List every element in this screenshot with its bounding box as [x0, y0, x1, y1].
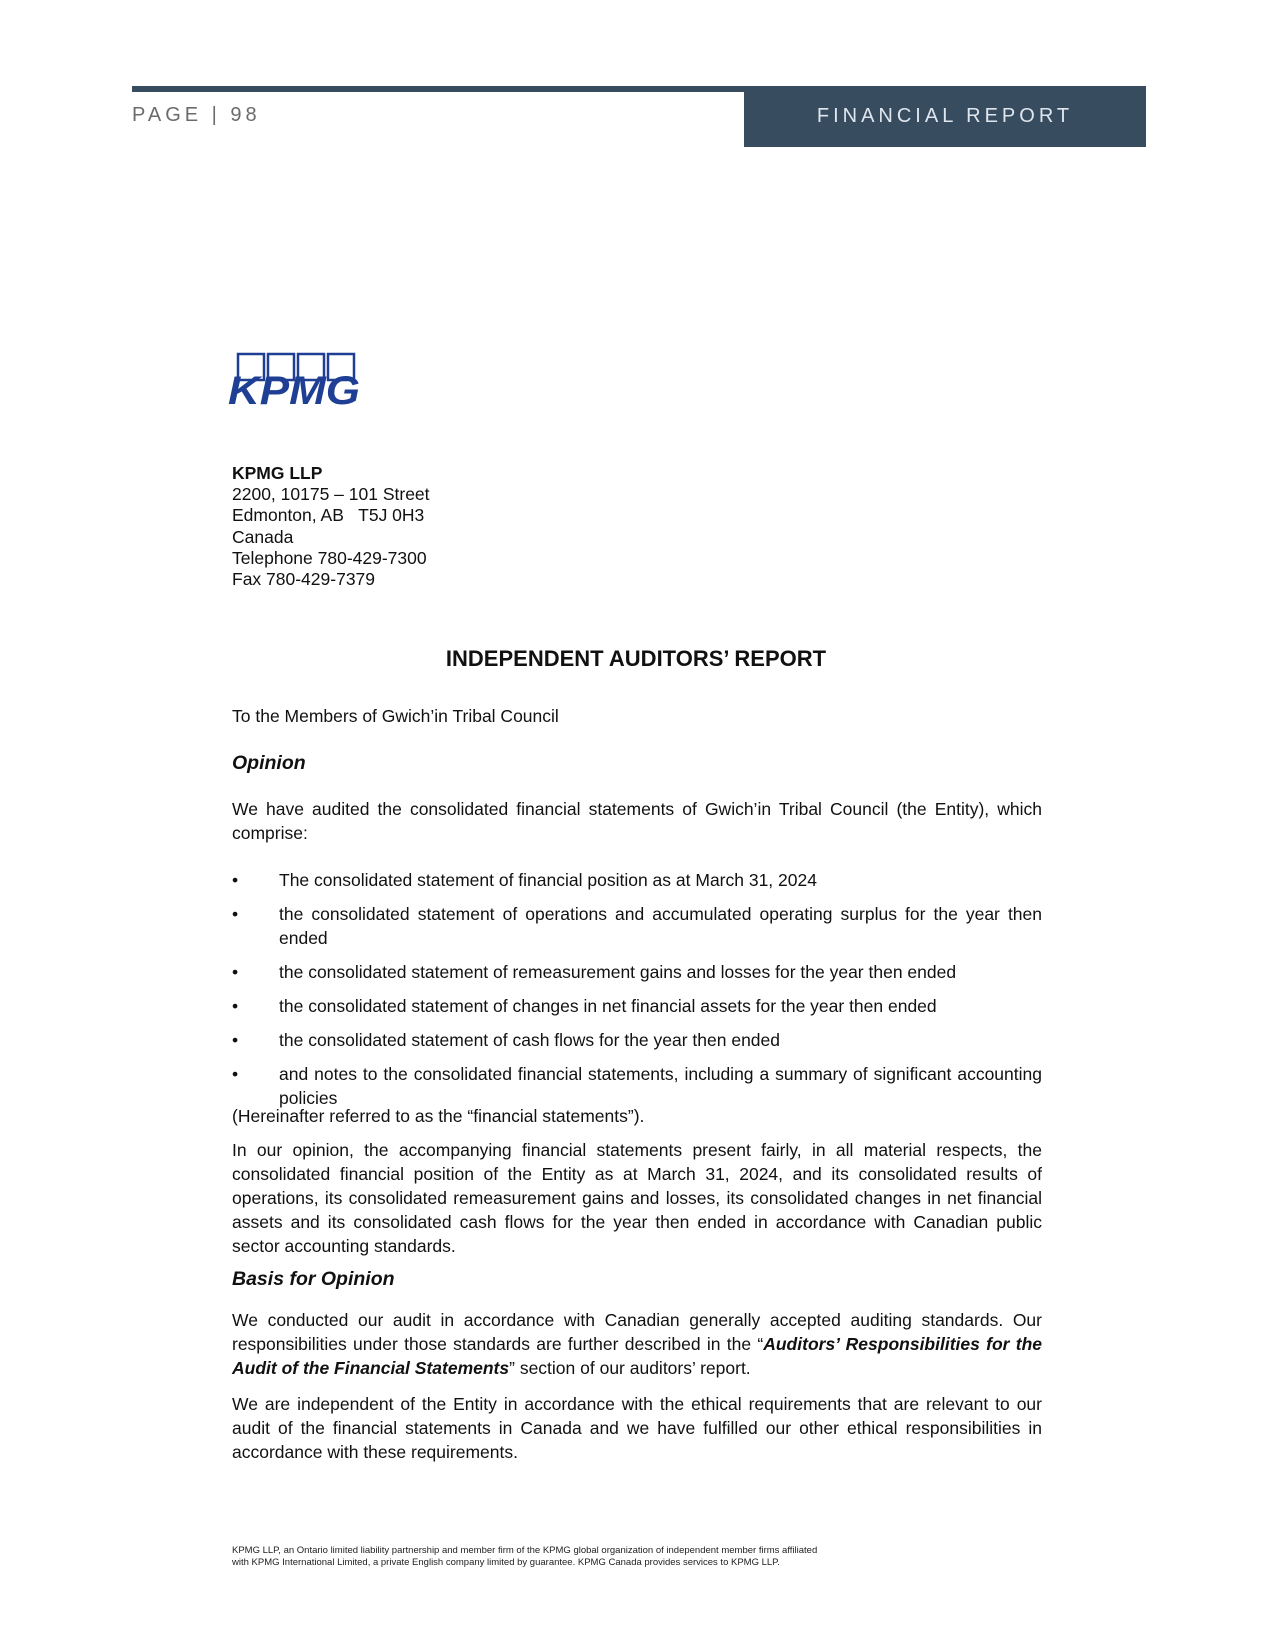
opinion-heading: Opinion — [232, 752, 306, 774]
address-fax: Fax 780-429-7379 — [232, 569, 376, 590]
opinion-paragraph: In our opinion, the accompanying financial statements present fairly, in all material respects, the consolidated financial position of the Entity as at March 31, 2024, and its consolidated results of operations, its consolidated remeasurement gains and losses, its consolidated changes in net financial assets and its consolidated cash flows for the year then ended in accordance with Canadian public sector accounting standards. — [232, 1140, 1042, 1256]
bullet-icon: • — [232, 962, 239, 982]
footer-line-1: KPMG LLP, an Ontario limited liability partnership and member firm of the KPMG global organization of independent member firms affiliated — [232, 1545, 818, 1556]
basis-paragraph-2: We are independent of the Entity in accordance with the ethical requirements that are relevant to our audit of the financial statements in Canada and we have fulfilled our other ethical responsibilities in accordance with these requirements. — [232, 1394, 1042, 1462]
address-country: Canada — [232, 526, 294, 547]
list-item: • and notes to the consolidated financial statements, including a summary of significant accounting policies — [232, 1064, 1042, 1108]
bullet-icon: • — [232, 996, 239, 1016]
logo-text: KPMG — [228, 369, 360, 413]
basis-paragraph-1: We conducted our audit in accordance with Canadian generally accepted auditing standards. Our responsibilities under those standards are further described in the “Auditors’ Responsibilities for the Audit of the Financial Statements” section of our auditors’ report. — [232, 1310, 1042, 1378]
section-reference: Auditors’ Responsibilities for the Audit of the Financial Statements — [232, 1334, 1042, 1378]
bullet-icon: • — [232, 1064, 239, 1084]
list-item: • the consolidated statement of cash flows for the year then ended — [232, 1030, 781, 1050]
hereinafter-note: (Hereinafter referred to as the “financial statements”). — [232, 1106, 645, 1126]
footer-line-2: with KPMG International Limited, a private English company limited by guarantee. KPMG Canada provides services to KPMG LLP. — [232, 1556, 780, 1568]
bullet-icon: • — [232, 1030, 239, 1050]
address-city: Edmonton, AB T5J 0H3 — [232, 505, 425, 526]
footer-note — [232, 1545, 817, 1568]
bullet-icon: • — [232, 904, 239, 924]
report-title: INDEPENDENT AUDITORS’ REPORT — [445, 646, 827, 671]
basis-heading: Basis for Opinion — [232, 1268, 395, 1290]
statements-list — [232, 868, 1042, 1120]
address-telephone: Telephone 780-429-7300 — [232, 547, 427, 568]
bullet-icon: • — [232, 870, 239, 890]
list-item: • the consolidated statement of remeasurement gains and losses for the year then ended — [232, 962, 957, 982]
list-item: • the consolidated statement of operations and accumulated operating surplus for the year then ended — [232, 904, 1042, 948]
kpmg-logo — [228, 352, 368, 414]
firm-name: KPMG LLP — [232, 463, 323, 483]
opinion-intro: We have audited the consolidated financial statements of Gwich’in Tribal Council (the Entity), which comprise: — [232, 799, 1042, 843]
salutation: To the Members of Gwich’in Tribal Council — [232, 706, 559, 726]
list-item: • the consolidated statement of changes in net financial assets for the year then ended — [232, 996, 937, 1016]
list-item: • The consolidated statement of financial position as at March 31, 2024 — [232, 870, 817, 890]
section-label: FINANCIAL REPORT — [744, 86, 1146, 147]
firm-address — [232, 463, 430, 590]
address-street: 2200, 10175 – 101 Street — [232, 484, 430, 505]
page-number: PAGE | 98 — [132, 104, 261, 126]
